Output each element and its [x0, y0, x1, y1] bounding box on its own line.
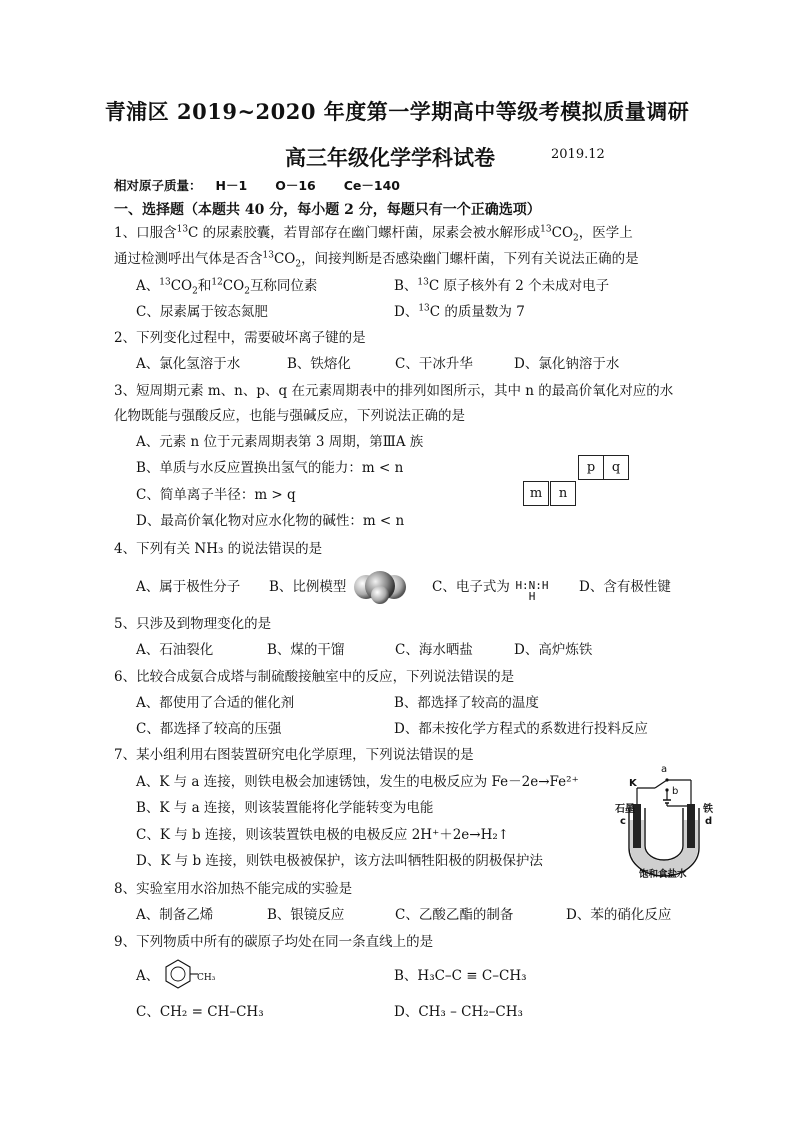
q1-option-d: D、$^{13}$C 的质量数为 7 — [394, 303, 525, 320]
q6-option-b: B、都选择了较高的温度 — [394, 695, 539, 711]
atomic-mass-label: 相对原子质量： — [114, 178, 202, 193]
q7-option-b: B、K 与 a 连接，则该装置能将化学能转变为电能 — [136, 800, 434, 816]
solution-label: 饱和食盐水 — [639, 869, 687, 880]
contact-a-label: a — [661, 764, 668, 775]
q9-stem: 9、下列物质中所有的碳原子均处在同一条直线上的是 — [114, 934, 434, 950]
q9-option-a-label: A、 — [136, 968, 160, 984]
cell-n: n — [550, 481, 576, 506]
q4-option-b: B、比例模型 — [269, 579, 347, 595]
cell-m: m — [523, 481, 549, 506]
exam-title-line1: 青浦区 2019~2020 年度第一学期高中等级考模拟质量调研 — [104, 99, 690, 124]
q4-option-d: D、含有极性键 — [579, 579, 671, 595]
exam-title-line2: 高三年级化学学科试卷 — [285, 145, 495, 170]
atomic-mass-line — [114, 176, 428, 194]
toluene-ch3-label: CH₃ — [197, 973, 216, 983]
q7-option-c: C、K 与 b 连接，则该装置铁电极的电极反应 2H⁺＋2e→H₂↑ — [136, 827, 510, 843]
q3-stem-line1: 3、短周期元素 m、n、p、q 在元素周期表中的排列如图所示，其中 n 的最高价氧化对应的水 — [114, 383, 674, 399]
q6-option-a: A、都使用了合适的催化剂 — [136, 695, 295, 711]
atomic-mass-ce: Ce－140 — [343, 178, 400, 193]
q3-option-a: A、元素 n 位于元素周期表第 3 周期，第ⅢA 族 — [136, 434, 424, 450]
q1-stem-line1: 1、口服含$^{13}$C 的尿素胶囊，若胃部存在幽门螺杆菌，尿素会被水解形成$^{13}CO_2$，医学上 — [114, 224, 633, 244]
cell-q: q — [603, 455, 629, 480]
q2-option-c: C、干冰升华 — [395, 356, 473, 372]
q1-option-a: A、$^{13}CO_2$和$^{12}CO_2$互称同位素 — [136, 277, 318, 297]
q3-option-b: B、单质与水反应置换出氢气的能力：m < n — [136, 460, 404, 476]
q6-stem: 6、比较合成氨合成塔与制硫酸接触室中的反应，下列说法错误的是 — [114, 669, 515, 685]
q2-stem: 2、下列变化过程中，需要破坏离子键的是 — [114, 330, 366, 346]
q5-option-c: C、海水晒盐 — [395, 642, 473, 658]
q8-stem: 8、实验室用水浴加热不能完成的实验是 — [114, 881, 353, 897]
cell-p: p — [578, 455, 604, 480]
q7-option-d: D、K 与 b 连接，则铁电极被保护，该方法叫牺牲阳极的阴极保护法 — [136, 853, 543, 869]
q3-option-c: C、简单离子半径：m > q — [136, 487, 296, 503]
q6-option-d: D、都未按化学方程式的系数进行投料反应 — [394, 721, 648, 737]
electrode-c-label: c — [620, 816, 626, 827]
q7-stem: 7、某小组利用右图装置研究电化学原理，下列说法错误的是 — [114, 747, 474, 763]
q1-option-b: B、$^{13}$C 原子核外有 2 个未成对电子 — [394, 277, 610, 294]
q5-option-b: B、煤的干馏 — [267, 642, 345, 658]
q8-option-c: C、乙酸乙酯的制备 — [395, 907, 514, 923]
electrode-d-label: d — [705, 816, 713, 827]
q4-stem: 4、下列有关 NH₃ 的说法错误的是 — [114, 541, 323, 557]
q9-option-d: D、CH₃ – CH₂–CH₃ — [394, 1004, 523, 1020]
q3-option-d: D、最高价氧化物对应水化物的碱性：m < n — [136, 513, 405, 529]
q7-option-a: A、K 与 a 连接，则铁电极会加速锈蚀，发生的电极反应为 Fe－2e→Fe²⁺ — [136, 774, 579, 790]
q2-option-b: B、铁熔化 — [287, 356, 351, 372]
nh3-lewis-structure: H:N:H H — [515, 579, 549, 603]
q6-option-c: C、都选择了较高的压强 — [136, 721, 282, 737]
q3-stem-line2: 化物既能与强酸反应，也能与强碱反应，下列说法正确的是 — [114, 408, 465, 424]
nh3-space-filling-model — [350, 566, 410, 606]
q1-option-c: C、尿素属于铵态氮肥 — [136, 304, 268, 320]
q5-stem: 5、只涉及到物理变化的是 — [114, 616, 272, 632]
iron-label: 铁 — [703, 804, 713, 815]
q2-option-d: D、氯化钠溶于水 — [514, 356, 620, 372]
electrochemical-cell-diagram — [615, 760, 720, 880]
q2-option-a: A、氯化氢溶于水 — [136, 356, 241, 372]
q9-option-b: B、H₃C–C ≡ C–CH₃ — [394, 968, 527, 984]
contact-b-label: b — [672, 786, 679, 797]
section-title: 一、选择题（本题共 40 分，每小题 2 分，每题只有一个正确选项） — [114, 202, 541, 218]
q9-option-c: C、CH₂ = CH–CH₃ — [136, 1004, 264, 1020]
q5-option-d: D、高炉炼铁 — [514, 642, 593, 658]
switch-k-label: K — [629, 778, 637, 789]
q4-option-a: A、属于极性分子 — [136, 579, 241, 595]
graphite-label: 石墨 — [615, 804, 635, 815]
atomic-mass-h: H－1 — [215, 178, 248, 193]
q8-option-d: D、苯的硝化反应 — [566, 907, 672, 923]
q4-option-c: C、电子式为 — [432, 579, 510, 595]
q5-option-a: A、石油裂化 — [136, 642, 214, 658]
q8-option-b: B、银镜反应 — [267, 907, 345, 923]
q1-stem-line2: 通过检测呼出气体是否含$^{13}CO_2$，间接判断是否感染幽门螺杆菌，下列有关说法正确的是 — [114, 250, 639, 270]
exam-date: 2019.12 — [551, 147, 605, 162]
q8-option-a: A、制备乙烯 — [136, 907, 214, 923]
toluene-structure — [160, 956, 202, 992]
atomic-mass-o: O－16 — [275, 178, 316, 193]
